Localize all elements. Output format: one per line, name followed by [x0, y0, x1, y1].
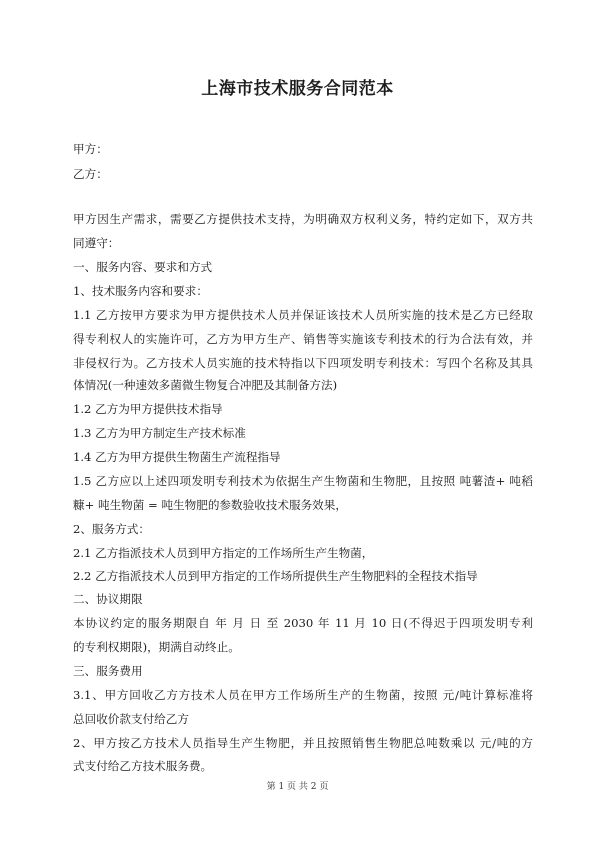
- body-line: 同遵守：: [73, 236, 120, 250]
- body-line: 式支付给乙方技术服务费。: [73, 759, 213, 773]
- body-line: 2.2 乙方指派技术人员到甲方指定的工作场所提供生产生物肥料的全程技术指导: [73, 569, 478, 583]
- document-title: 上海市技术服务合同范本: [201, 79, 394, 99]
- body-line: 得专利权人的实施许可，乙方为甲方生产、销售等实施该专利技术的行为合法有效，并: [73, 332, 533, 346]
- body-line: 1.2 乙方为甲方提供技术指导: [73, 402, 223, 416]
- body-line: 糠+ 吨生物菌 = 吨生物肥的参数验收技术服务效果，: [73, 498, 347, 512]
- body-line: 2、服务方式：: [73, 522, 150, 536]
- body-line: 的专利权期限)，期满自动终止。: [73, 640, 240, 654]
- party-b-label: 乙方：: [73, 167, 108, 181]
- section-heading: 三、服务费用: [73, 664, 143, 678]
- body-line: 1.1 乙方按甲方要求为甲方提供技术人员并保证该技术人员所实施的技术是乙方已经取: [73, 308, 533, 322]
- body-line: 2.1 乙方指派技术人员到甲方指定的工作场所生产生物菌，: [73, 546, 374, 560]
- body-line: 总回收价款支付给乙方: [73, 712, 189, 726]
- section-heading: 一、服务内容、要求和方式: [73, 260, 213, 274]
- body-line: 1、技术服务内容和要求：: [73, 284, 208, 298]
- section-heading: 二、协议期限: [73, 592, 143, 606]
- body-line: 甲方因生产需求，需要乙方提供技术支持，为明确双方权利义务，特约定如下，双方共: [73, 212, 533, 226]
- body-line: 本协议约定的服务期限自 年 月 日 至 2030 年 11 月 10 日(不得迟于四项发明专利: [73, 616, 533, 630]
- body-line: 1.4 乙方为甲方提供生物菌生产流程指导: [73, 450, 281, 464]
- body-line: 体情况(一种速效多菌微生物复合冲肥及其制备方法): [73, 378, 338, 392]
- body-line: 1.3 乙方为甲方制定生产技术标准: [73, 426, 246, 440]
- body-line: 非侵权行为。乙方技术人员实施的技术特指以下四项发明专利技术：写四个名称及其具: [73, 356, 533, 370]
- page-indicator: 第 1 页 共 2 页: [266, 782, 329, 792]
- body-line: 2、甲方按乙方技术人员指导生产生物肥，并且按照销售生物肥总吨数乘以 元/吨的方: [73, 736, 533, 750]
- body-line: 3.1、甲方回收乙方方技术人员在甲方工作场所生产的生物菌，按照 元/吨计算标准将: [73, 688, 533, 702]
- party-a-label: 甲方：: [73, 142, 108, 156]
- body-line: 1.5 乙方应以上述四项发明专利技术为依据生产生物菌和生物肥，且按照 吨薯渣+ 吨稻: [73, 474, 533, 488]
